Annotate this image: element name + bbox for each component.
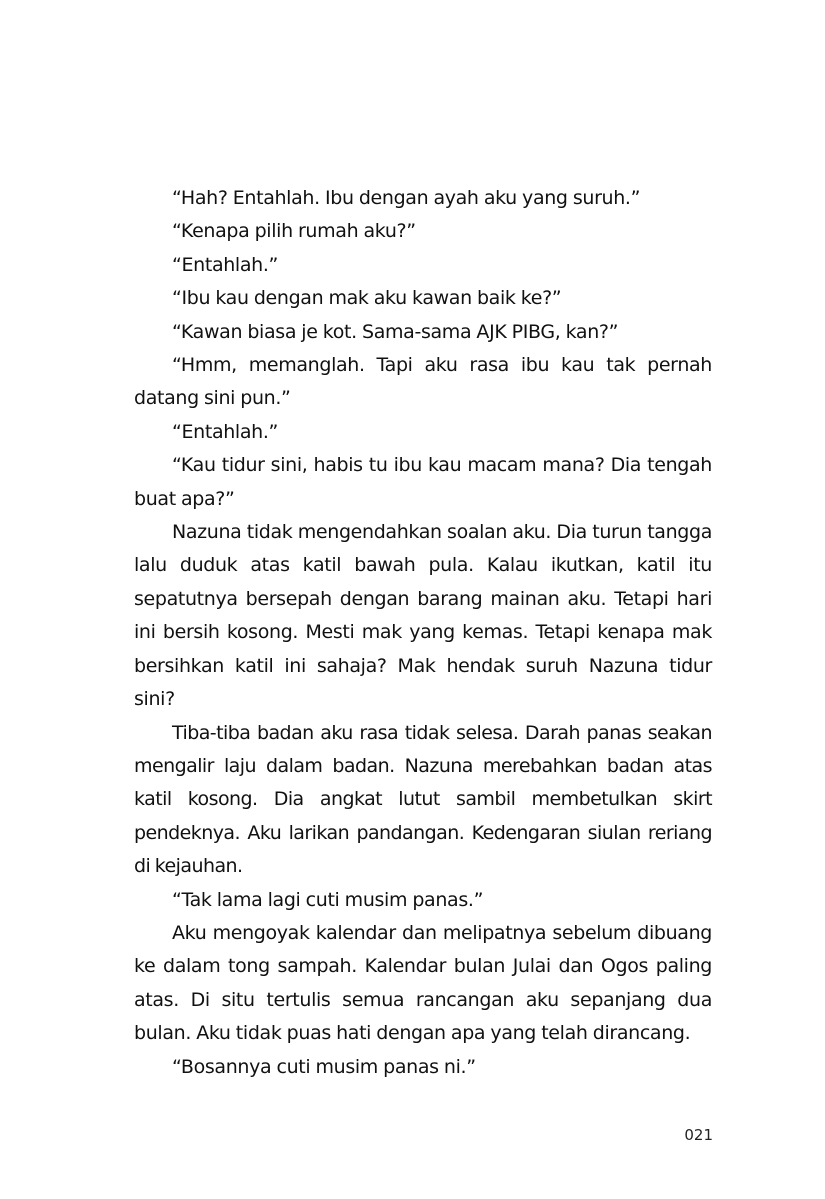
paragraph: Tiba-tiba badan aku rasa tidak selesa. Darah panas seakan mengalir laju dalam badan. Nazuna merebahkan badan atas katil kosong. Dia angkat lutut sambil membetulkan skirt pendeknya. Aku larikan pandangan. Kedengaran siulan reriang di kejauhan.: [134, 721, 712, 878]
paragraph: “Entahlah.”: [172, 420, 279, 443]
paragraph: “Entahlah.”: [172, 253, 279, 276]
paragraph: “Tak lama lagi cuti musim panas.”: [172, 888, 484, 911]
paragraph: “Hah? Entahlah. Ibu dengan ayah aku yang suruh.”: [172, 187, 641, 209]
paragraph: “Bosannya cuti musim panas ni.”: [172, 1055, 476, 1078]
body-text: [134, 182, 712, 1084]
paragraph: “Kenapa pilih rumah aku?”: [172, 220, 416, 243]
paragraph: “Ibu kau dengan mak aku kawan baik ke?”: [172, 287, 562, 310]
paragraph: “Hmm, memanglah. Tapi aku rasa ibu kau tak pernah datang sini pun.”: [134, 354, 712, 410]
paragraph: “Kawan biasa je kot. Sama-sama AJK PIBG, kan?”: [172, 320, 619, 343]
paragraph: “Kau tidur sini, habis tu ibu kau macam mana? Dia tengah buat apa?”: [134, 454, 712, 510]
paragraph: Aku mengoyak kalendar dan melipatnya sebelum dibuang ke dalam tong sampah. Kalendar bulan Julai dan Ogos paling atas. Di situ tertulis semua rancangan aku sepanjang dua bulan. Aku tidak puas hati dengan apa yang telah dirancang.: [134, 921, 712, 1045]
paragraph: Nazuna tidak mengendahkan soalan aku. Dia turun tangga lalu duduk atas katil bawah pula. Kalau ikutkan, katil itu sepatutnya bersepah dengan barang mainan aku. Tetapi hari ini bersih kosong. Mesti mak yang kemas. Tetapi kenapa mak bersihkan katil ini sahaja? Mak hendak suruh Nazuna tidur sini?: [134, 521, 712, 711]
page-number: 021: [684, 1126, 713, 1144]
